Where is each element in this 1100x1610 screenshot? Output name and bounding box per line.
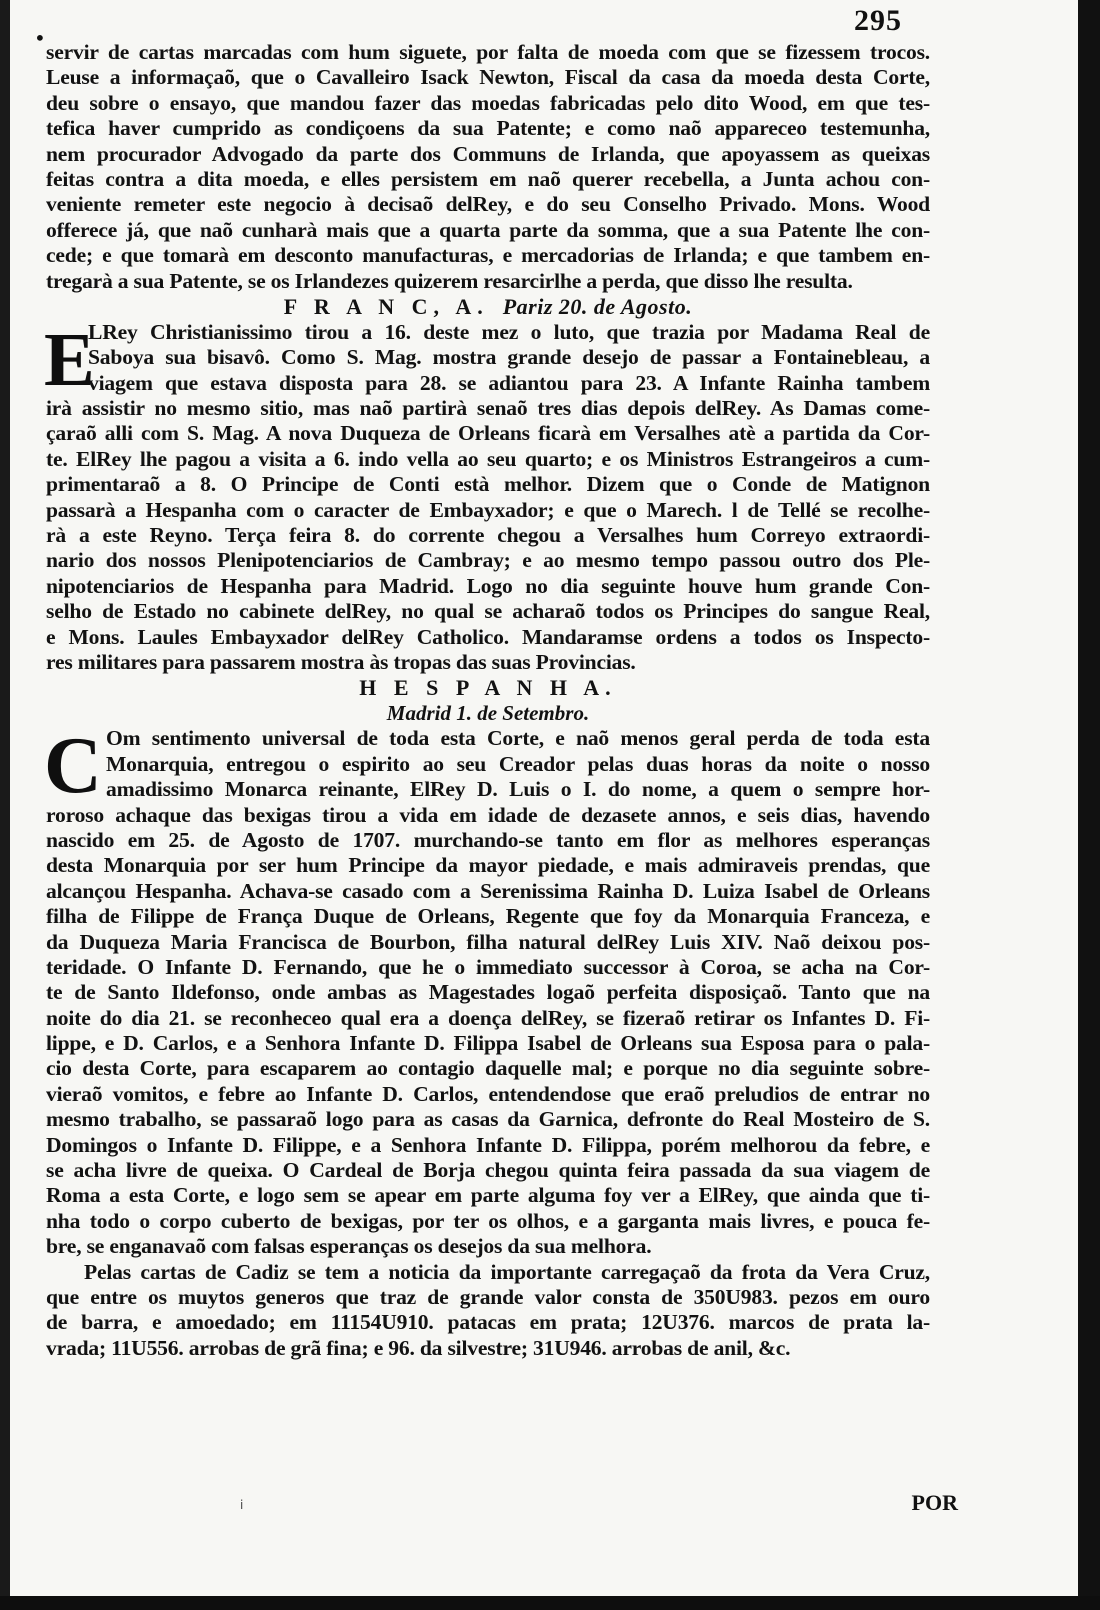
drop-cap-letter: E	[44, 317, 95, 402]
text-line: Saboya sua bisavô. Como S. Mag. mostra grande desejo de passar a Fontainebleau, a	[88, 345, 930, 370]
section-heading-hespanha: H E S P A N H A.	[359, 675, 617, 701]
text-line: irà assistir no mesmo sitio, mas naõ partirà senaõ tres dias depois delRey. As Damas come-	[46, 396, 930, 421]
text-line: mesmo trabalho, se passaraõ logo para as casas da Garnica, defronte do Real Mosteiro de S.	[46, 1107, 930, 1132]
text-line: çaraõ alli com S. Mag. A nova Duqueza de Orleans ficarà em Versalhes atè a partida da Cor-	[46, 421, 930, 446]
catchword: POR	[911, 1490, 958, 1515]
text-line: rorosо achaque das bexigas tirou a vida em idade de dezasete annos, e seis dias, havendo	[46, 802, 930, 827]
text-line: servir de cartas marcadas com hum siguete, por falta de moeda com que se fizessem trocos.	[46, 40, 930, 64]
text-line: te de Santo Ildefonso, onde ambas as Magestades logaõ perfeita disposiçaõ. Tanto que na	[46, 980, 930, 1005]
text-line: primentaraõ a 8. O Principe de Conti està melhor. Dizem que o Conde de Matignon	[46, 472, 930, 497]
scan-border-left	[0, 0, 10, 1610]
page-number: 295	[854, 4, 902, 37]
text-line: tregarà a sua Patente, se os Irlandezes quizerem resarcirlhe a perda, que disso lhe resulta.	[46, 268, 853, 293]
text-line: Leuse a informaçaõ, que o Cavalleiro Isack Newton, Fiscal da casa da moeda desta Corte,	[46, 65, 930, 90]
text-line: feitas contra a dita moeda, e elles persistem em naõ querer recebella, a Junta achou con-	[46, 166, 930, 191]
text-line: rà a este Reyno. Terça feira 8. do corrente chegou a Versalhes hum Correyo extraordi-	[46, 523, 930, 548]
text-line: vrada; 11U556. arrobas de grã fina; e 96. da silvestre; 31U946. arrobas de anil, &c.	[46, 1335, 791, 1360]
text-line: te. ElRey lhe pagou a visita a 6. indo vella ao seu quarto; e os Ministros Estrangeiros a cum-	[46, 446, 930, 471]
text-line: desta Monarquia por ser hum Principe da mayor piedade, e mais admiraveis prendas, que	[46, 853, 930, 878]
ink-speck: i	[240, 1498, 244, 1512]
text-line: se acha livre de queixa. O Cardeal de Borja chegou quinta feira passada da sua viagem de	[46, 1158, 930, 1183]
text-line: cio desta Corte, para escaparem ao contagio daquelle mal; e porque no dia seguinte sobre-	[46, 1056, 930, 1081]
text-line: cede; e que tomarà em desconto manufacturas, e mercadorias de Irlanda; e que tambem en-	[46, 243, 930, 268]
text-line: e Mons. Laules Embayxador delRey Catholico. Mandaramse ordens a todos os Inspecto-	[46, 624, 930, 649]
heading-title: F R A N C, A.	[283, 293, 489, 319]
text-line: da Duqueza Maria Francisca de Bourbon, filha natural delRey Luis XIV. Naõ deixou pos-	[46, 929, 930, 954]
text-line: Pelas cartas de Cadiz se tem a noticia da importante carregaçaõ da frota da Vera Cruz,	[84, 1259, 930, 1284]
text-line: Roma a esta Corte, e logo sem se apear em parte alguma foy ver a ElRey, que ainda que ti-	[46, 1183, 930, 1208]
text-line: filha de Filippe de França Duque de Orleans, Regente que foy da Monarquia Franceza, e	[46, 904, 930, 929]
top-left-mark: •	[34, 26, 46, 50]
scan-border-right	[1078, 0, 1100, 1610]
text-line: bre, se enganavaõ com falsas esperanças os desejos da sua melhora.	[46, 1234, 652, 1259]
scan-border-bottom	[0, 1596, 1100, 1610]
text-line: amadissimo Monarca reinante, ElRey D. Luis o I. do nome, a quem o sempre hor-	[106, 777, 930, 802]
text-line: de barra, e amoedado; em 11154U910. patacas em prata; 12U376. marcos de prata la-	[46, 1310, 930, 1335]
text-line: Om sentimento universal de toda esta Corte, e naõ menos geral perda de toda esta	[106, 726, 930, 751]
text-line: nem procurador Advogado da parte dos Communs de Irlanda, que apoyassem as queixas	[46, 141, 930, 166]
text-line: que entre os muytos generos que traz de grande valor consta de 350U983. pezos em ouro	[46, 1284, 930, 1309]
text-line: nha todo o corpo cuberto de bexigas, por ter os olhos, e a garganta mais livres, e pouca fe-	[46, 1208, 930, 1233]
text-line: teridade. O Infante D. Fernando, que he o immediato successor à Coroa, se acha na Cor-	[46, 954, 930, 979]
drop-cap-letter: C	[44, 722, 102, 811]
heading-dateline-madrid: Madrid 1. de Setembro.	[386, 701, 590, 726]
section-heading-franca	[46, 294, 930, 320]
text-line: Monarquia, entregou o espirito ao seu Creador pelas duas horas da noite o nosso	[106, 751, 930, 776]
text-line: selho de Estado no cabinete delRey, no qual se acharaõ todos os Principes do sangue Real,	[46, 599, 930, 624]
text-line: veniente remeter este negocio à decisaõ delRey, e do seu Conselho Privado. Mons. Wood	[46, 192, 930, 217]
text-line: noite do dia 21. se reconheceo qual era a doença delRey, se fizeraõ retirar os Infantes D. Fi-	[46, 1005, 930, 1030]
text-line: deu sobre o ensayo, que mandou fazer das moedas fabricadas pelo dito Wood, em que tes-	[46, 90, 930, 115]
text-line: nario dos nossos Plenipotenciarios de Cambray; e ao mesmo tempo passou outro dos Ple-	[46, 548, 930, 573]
text-line: offerece já, que naõ cunharà mais que a quarta parte da somma, que a sua Patente lhe con-	[46, 217, 930, 242]
article-body	[46, 40, 930, 1361]
text-line: vieraõ vomitos, e febre ao Infante D. Carlos, entendendose que eraõ preludios de entrar no	[46, 1081, 930, 1106]
text-line: lippe, e D. Carlos, e a Senhora Infante D. Filippa Isabel de Orleans sua Esposa para o pala-	[46, 1031, 930, 1056]
intro-paragraph	[46, 40, 930, 294]
text-line: passarà a Hespanha com o caracter de Embayxador; e que o Marech. l de Tellé se recolhe-	[46, 497, 930, 522]
franca-paragraph	[44, 317, 930, 675]
hespanha-paragraph	[44, 722, 930, 1259]
heading-dateline: Pariz 20. de Agosto.	[502, 293, 693, 319]
text-line: alcançou Hespanha. Achava-se casado com a Serenissima Rainha D. Luiza Isabel de Orleans	[46, 878, 930, 903]
text-line: nascido em 25. de Agosto de 1707. murchando-se tanto em flor as melhores esperanças	[46, 827, 930, 852]
text-line: LRey Christianissimo tirou a 16. deste mez o luto, que trazia por Madama Real de	[88, 319, 930, 344]
text-line: Domingos o Infante D. Filippe, e a Senhora Infante D. Filippa, porém melhorou da febre, e	[46, 1132, 930, 1157]
text-line: viagem que estava disposta para 28. se adiantou para 23. A Infante Rainha tambem	[88, 370, 930, 395]
text-line: res militares para passarem mostra às tropas das suas Provincias.	[46, 649, 636, 674]
cadiz-paragraph	[46, 1260, 930, 1362]
text-line: nipotenciarios de Hespanha para Madrid. Logo no dia seguinte houve hum grande Con-	[46, 573, 930, 598]
text-line: tefica haver cumprido as condiçoens da sua Patente; e como naõ appareceo testemunha,	[46, 116, 930, 141]
